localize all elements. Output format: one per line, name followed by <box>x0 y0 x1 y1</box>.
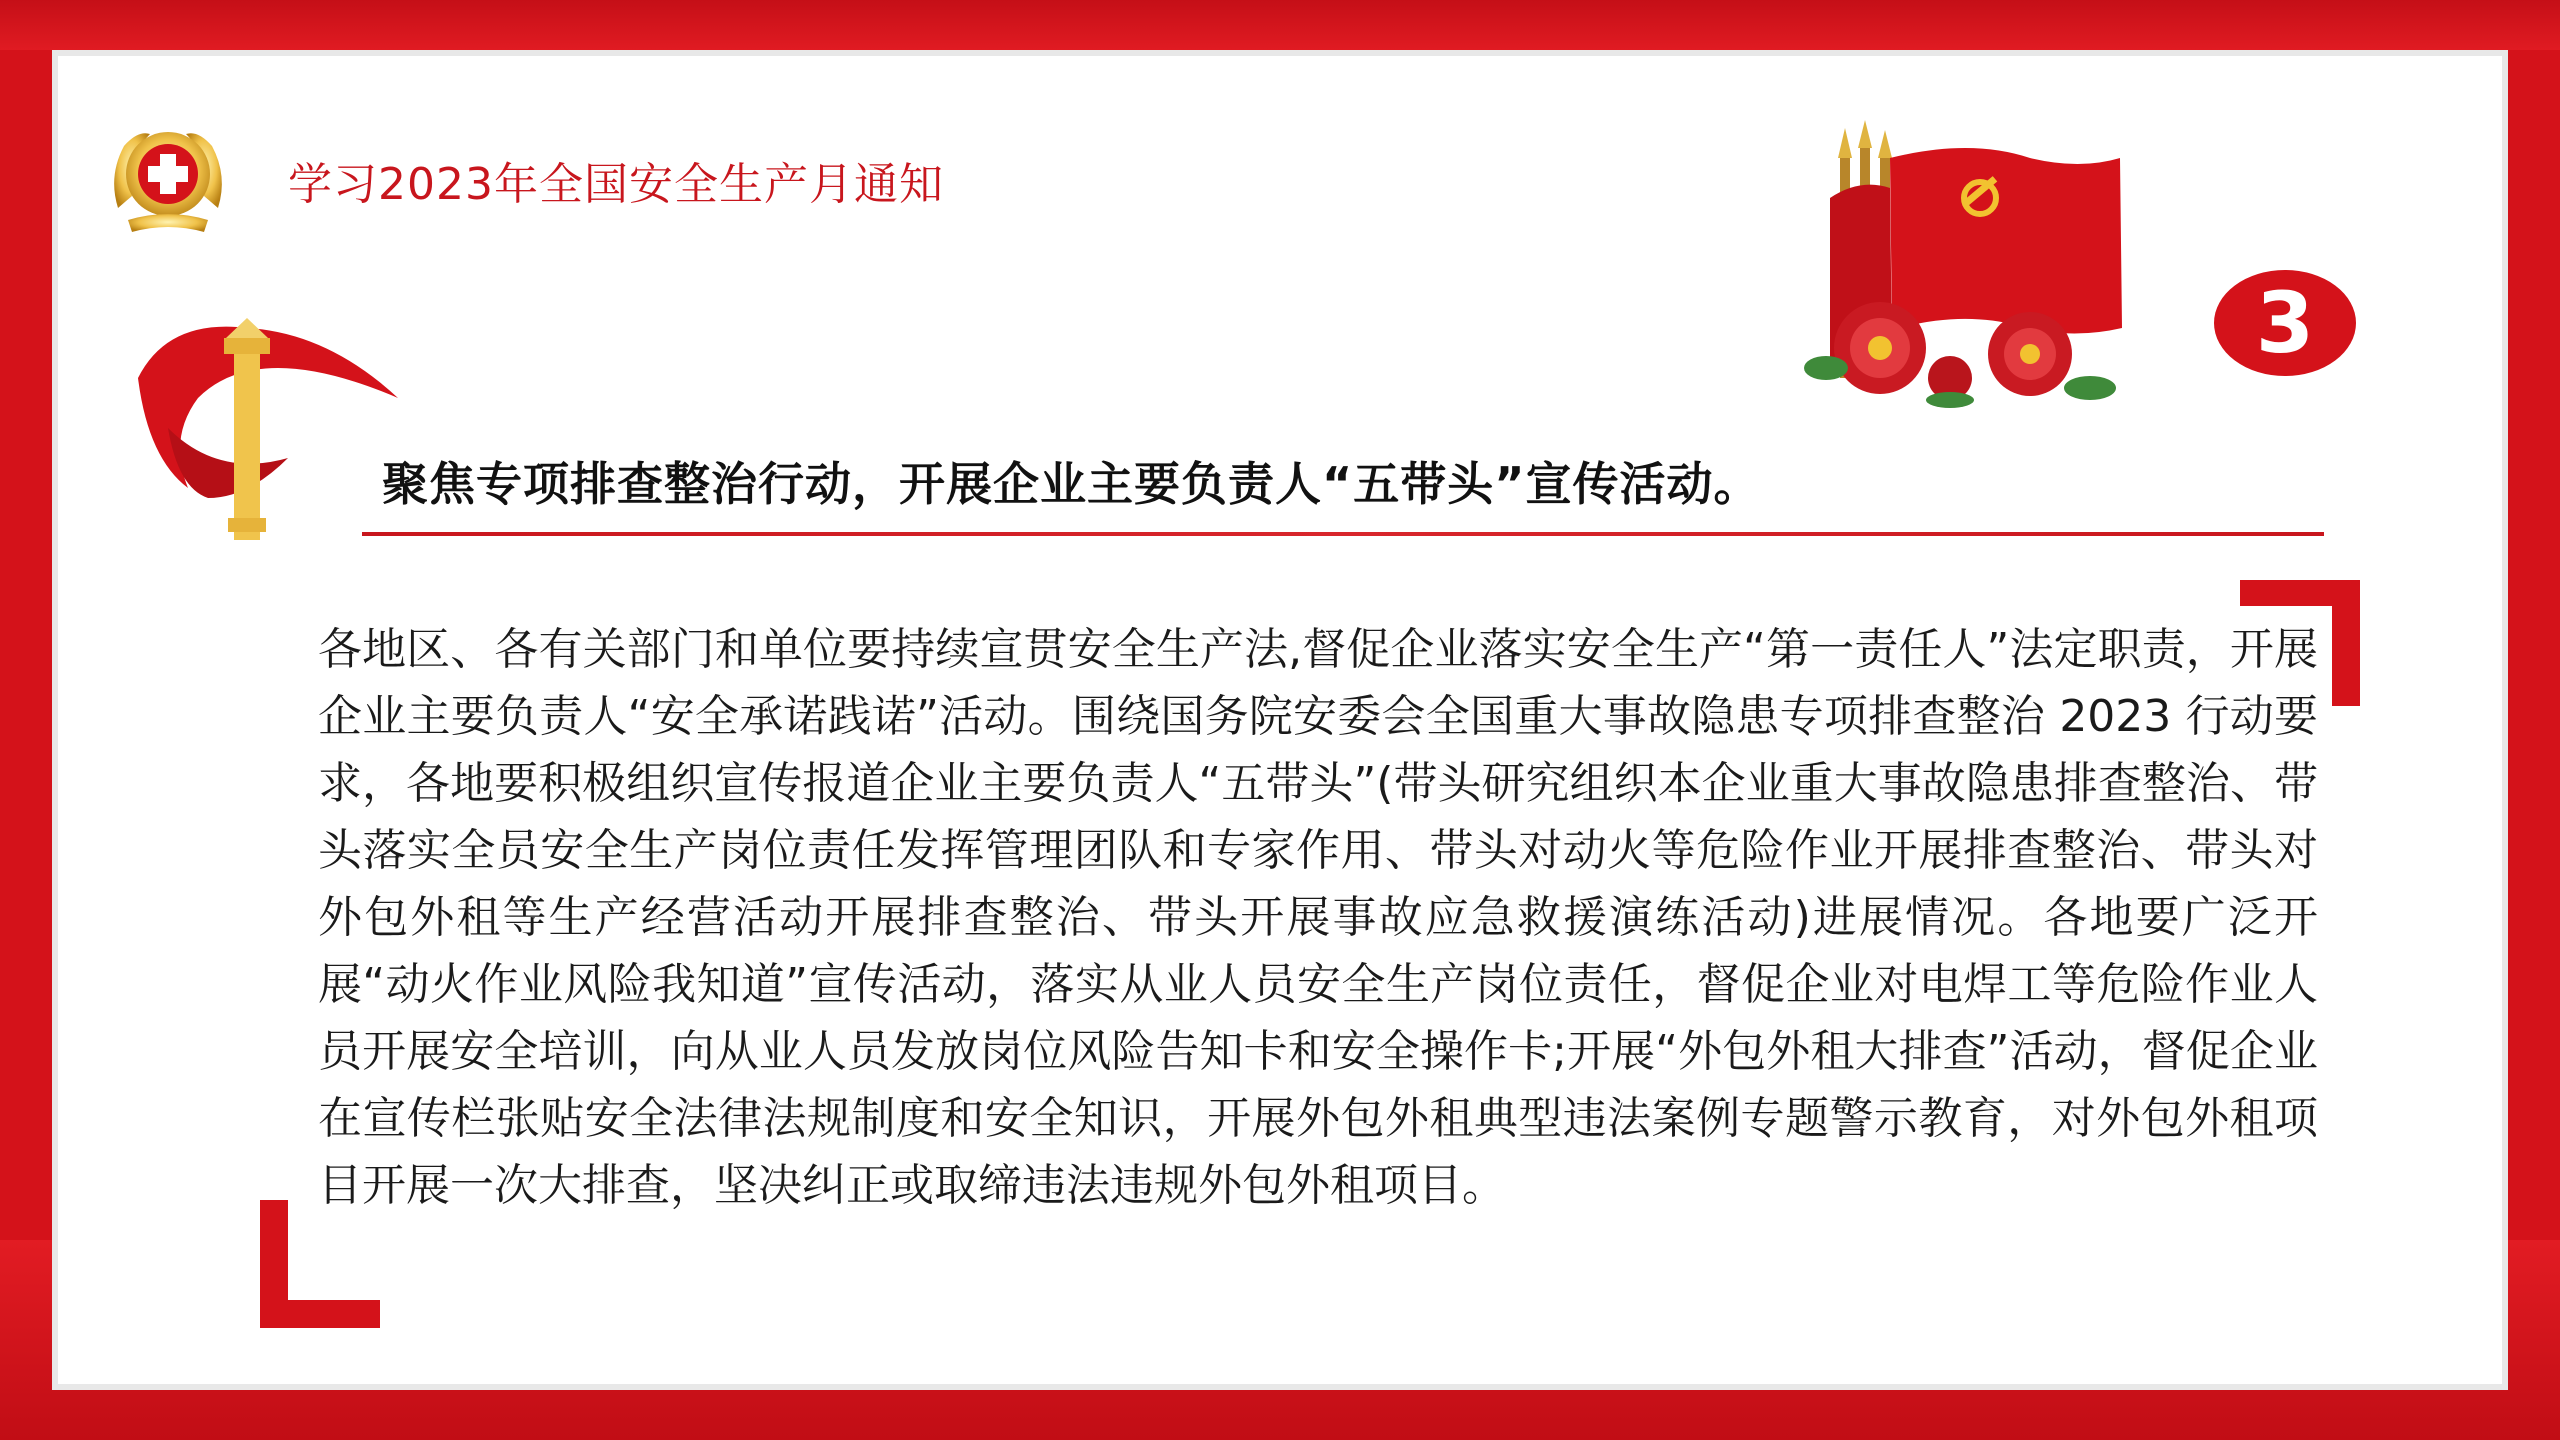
body-paragraph: 各地区、各有关部门和单位要持续宣贯安全生产法,督促企业落实安全生产“第一责任人”法定职责，开展企业主要负责人“安全承诺践诺”活动。围绕国务院安委会全国重大事故隐患专项排查整治 2023 行动要求，各地要积极组织宣传报道企业主要负责人“五带头”(带头研究组织本企业重大事故隐患排查整治、带头落实全员安全生产岗位责任发挥管理团队和专家作用、带头对动火等危险作业开展排查整治、带头对外包外租等生产经营活动开展排查整治、带头开展事故应急救援演练活动)进展情况。各地要广泛开展“动火作业风险我知道”宣传活动，落实从业人员安全生产岗位责任，督促企业对电焊工等危险作业人员开展安全培训，向从业人员发放岗位风险告知卡和安全操作卡;开展“外包外租大排查”活动，督促企业在宣传栏张贴安全法律法规制度和安全知识，开展外包外租典型违法案例专题警示教育，对外包外租项目开展一次大排查，坚决纠正或取缔违法违规外包外租项目。 <box>318 624 2318 1211</box>
top-border <box>0 0 2560 50</box>
party-flag-peony-icon <box>1800 118 2140 408</box>
header-title: 学习2023年全国安全生产月通知 <box>288 159 944 210</box>
corner-bracket-bottom-left <box>260 1200 380 1328</box>
headline-divider <box>362 532 2324 536</box>
safety-emblem-icon <box>98 116 238 238</box>
huabiao-ribbon-icon <box>128 308 408 540</box>
section-number-badge: 3 <box>2214 270 2356 376</box>
section-headline: 聚焦专项排查整治行动，开展企业主要负责人“五带头”宣传活动。 <box>382 457 1761 511</box>
